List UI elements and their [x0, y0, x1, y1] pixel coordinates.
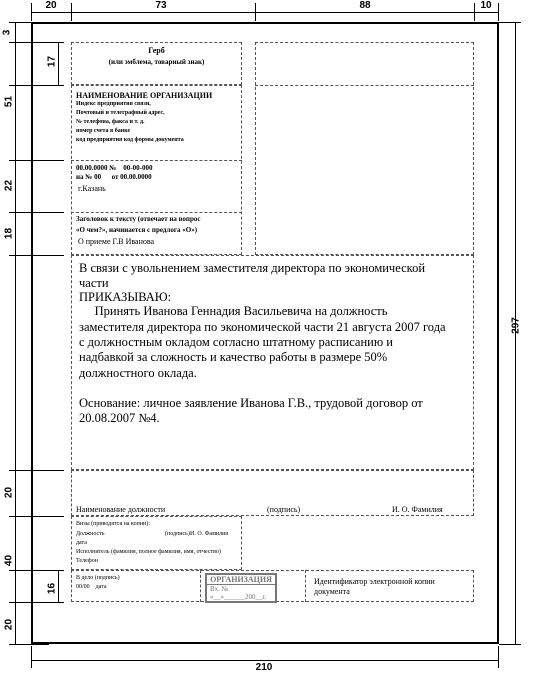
emblem-subtitle: (или эмблема, товарный знак)	[108, 58, 205, 66]
dash-line	[305, 570, 306, 602]
visas-title: Визы (приводятся на копии):	[76, 521, 150, 527]
org-line: номер счета в банке	[76, 128, 131, 134]
left-dimension-line	[15, 22, 16, 644]
org-line: код предприятия код формы документа	[76, 137, 184, 143]
org-name: НАИМЕНОВАНИЕ ОРГАНИЗАЦИИ	[76, 91, 213, 100]
heading-hint-2: «О чем?», начинается с предлога «О»)	[76, 226, 198, 234]
dim-tick	[31, 3, 32, 21]
visas-position: Должность	[76, 531, 105, 537]
body-intro-cont: части	[79, 276, 109, 290]
visas-executor: Исполнитель (фамилия, полное фамилия, имя, отчество)	[76, 549, 221, 555]
dim-left-22: 22	[3, 179, 15, 192]
emblem-title: Герб	[148, 46, 165, 55]
dim-tick	[498, 3, 499, 21]
body-line: должностного оклада.	[79, 366, 197, 380]
dim-left-17: 17	[46, 55, 58, 68]
body-line: Принять Иванова Геннадия Васильевича на должность	[79, 304, 388, 318]
org-line: Индекс предприятия связи,	[76, 101, 151, 107]
visas-date: дата	[76, 540, 87, 546]
dim-left-20a: 20	[3, 486, 15, 499]
top-dimension-line	[31, 12, 499, 13]
dim-top-mid: 73	[155, 0, 167, 11]
dim-tick	[499, 22, 521, 23]
footer-identifier-2: документа	[314, 587, 350, 596]
body-basis: Основание: личное заявление Иванова Г.В., трудовой договор от	[79, 396, 423, 410]
body-basis-cont: 20.08.2007 №4.	[79, 411, 160, 425]
reg-reference: на № 00 от 00.00.0000	[76, 173, 152, 181]
signature-name: И. О. Фамилия	[392, 505, 443, 514]
heading-value: О приеме Г.В Иванова	[78, 237, 155, 246]
dim-tick	[474, 3, 475, 21]
org-line: № телефона, факса и т. д.	[76, 119, 145, 125]
dash-line	[71, 160, 242, 161]
dim-tick	[71, 3, 72, 21]
dim-left-51: 51	[3, 95, 15, 108]
body-order: ПРИКАЗЫВАЮ:	[79, 290, 172, 304]
footer-file-date: 00/00 дата	[76, 584, 107, 590]
dim-top-margin: 10	[480, 0, 492, 11]
dim-left-16: 16	[46, 582, 58, 595]
stamp-number: Вх. №	[207, 584, 275, 593]
dim-left-20b: 20	[3, 618, 15, 631]
dim-left-40: 40	[3, 554, 15, 567]
stamp-title: ОРГАНИЗАЦИЯ	[210, 575, 272, 584]
dim-right-297: 297	[510, 317, 522, 334]
dim-tick	[498, 646, 499, 668]
footer-file-note: В дело (подпись)	[76, 575, 120, 581]
stamp-date: «__»______200__г.	[210, 593, 267, 601]
dash-line	[71, 212, 242, 213]
body-line: с должностным окладом согласно штатному расписанию и	[79, 335, 394, 349]
footer-identifier-1: Идентификатор электронной копии	[314, 577, 435, 586]
dim-left-3: 3	[1, 29, 13, 36]
reg-city: г.Казань	[78, 184, 106, 193]
dash-line	[255, 85, 474, 86]
dim-top-left: 20	[45, 0, 57, 11]
dim-tick	[9, 644, 49, 645]
signature-position: Наименование должности	[76, 505, 166, 514]
dim-tick	[499, 644, 521, 645]
dim-top-right: 88	[359, 0, 371, 11]
dim-tick	[31, 646, 32, 668]
dim-bottom-210: 210	[255, 662, 273, 673]
visas-phone: Телефон	[76, 558, 98, 564]
address-right-block	[255, 42, 474, 255]
visas-name: И. О. Фамилия	[190, 531, 229, 537]
dash-line	[200, 570, 201, 602]
signature-sign: (подпись)	[267, 505, 301, 514]
reg-number: 00.00.0000 № 00-00-000	[76, 164, 153, 172]
org-line: Почтовый и телеграфный адрес,	[76, 110, 165, 116]
body-line: надбавкой за сложность и качество работы в размере 50%	[79, 350, 388, 364]
body-line: заместителя директора по экономической части 21 августа 2007 года	[79, 320, 446, 334]
heading-hint-1: Заголовок к тексту (отвечает на вопрос	[76, 215, 201, 223]
body-intro: В связи с увольнением заместителя директора по экономической	[79, 261, 426, 275]
incoming-stamp	[205, 573, 277, 603]
dim-tick	[255, 3, 256, 21]
bottom-dimension-line	[31, 660, 499, 661]
visas-sign: (подпись)	[165, 531, 190, 537]
dim-left-18: 18	[3, 227, 15, 240]
